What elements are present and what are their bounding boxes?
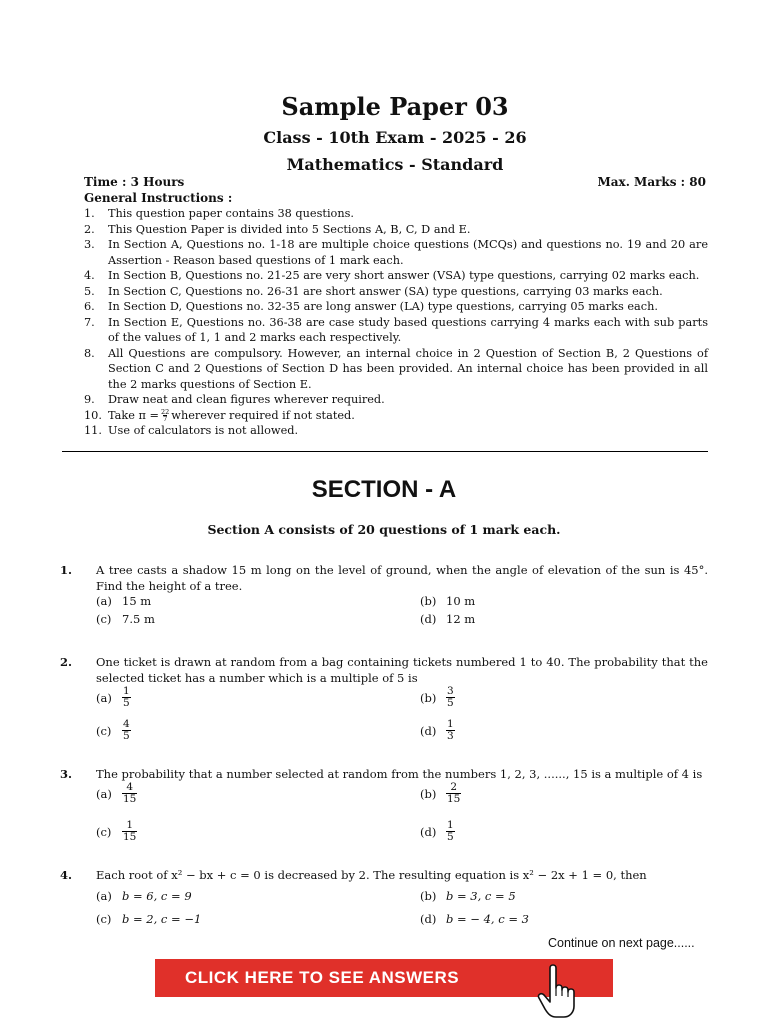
option-label: (d) [420, 912, 437, 926]
option-label: (a) [96, 786, 112, 801]
instruction-item [84, 237, 708, 268]
instruction-number: 5. [84, 284, 95, 298]
option-value: 15 m [122, 594, 152, 608]
option-b[interactable] [420, 889, 516, 903]
numerator: 4 [123, 718, 130, 730]
fraction [122, 719, 131, 742]
numerator: 4 [126, 781, 134, 793]
option-c[interactable] [96, 912, 201, 926]
instruction-text: This question paper contains 38 questions. [108, 207, 355, 220]
denominator: 5 [447, 831, 454, 843]
instruction-item [84, 315, 708, 346]
instruction-number: 11. [84, 424, 102, 437]
instruction-item [84, 299, 708, 315]
numerator: 1 [447, 718, 454, 730]
section-title: SECTION - A [311, 476, 457, 503]
option-value: 12 m [446, 612, 476, 626]
pi-fraction [161, 409, 169, 423]
question-text: The probability that a number selected at random from the numbers 1, 2, 3, ......, 15 is a multiple of 4 is [96, 767, 703, 781]
instruction-item [84, 392, 708, 408]
instruction-text-pre: Take π = [108, 408, 159, 422]
fraction [446, 686, 455, 709]
instruction-number: 7. [84, 315, 95, 329]
time-label: Time : 3 Hours [84, 175, 185, 189]
question-text: One ticket is drawn at random from a bag containing tickets numbered 1 to 40. The probability that the selected ticket has a number which is a multiple of 5 is [96, 655, 708, 685]
option-a[interactable] [96, 889, 192, 903]
option-label: (c) [96, 612, 112, 626]
instruction-number: 2. [84, 222, 95, 236]
instruction-text: Use of calculators is not allowed. [108, 424, 299, 437]
option-d[interactable] [420, 612, 475, 626]
numerator: 1 [447, 819, 454, 831]
option-c[interactable] [96, 719, 131, 742]
option-value: b = 3, c = 5 [446, 889, 516, 903]
option-a[interactable] [96, 782, 137, 805]
denominator: 15 [123, 831, 137, 843]
instruction-text: This Question Paper is divided into 5 Sections A, B, C, D and E. [108, 222, 471, 236]
paper-title: Sample Paper 03 [281, 92, 509, 121]
instruction-number: 8. [84, 346, 95, 360]
instruction-text: In Section A, Questions no. 1-18 are multiple choice questions (MCQs) and questions no. 19 and 20 are Assertion - Reason based questions of 1 mark each. [108, 238, 708, 267]
instruction-item [84, 346, 708, 393]
option-label: (b) [420, 786, 437, 801]
option-value: b = 6, c = 9 [122, 889, 192, 903]
instruction-text: Draw neat and clean figures wherever required. [108, 393, 385, 406]
option-label: (d) [420, 612, 437, 626]
instruction-item [84, 284, 708, 300]
option-value: b = 2, c = −1 [122, 912, 202, 926]
pointer-hand-icon [536, 962, 582, 1020]
general-instructions-label: General Instructions : [84, 191, 233, 205]
fraction [122, 820, 137, 843]
numerator: 1 [126, 819, 134, 831]
instruction-number: 4. [84, 269, 95, 282]
pi-numerator: 22 [161, 407, 170, 416]
option-label: (c) [96, 723, 112, 738]
fraction [122, 782, 137, 805]
class-line: Class - 10th Exam - 2025 - 26 [263, 128, 527, 147]
fraction [122, 686, 131, 709]
option-value: 7.5 m [122, 612, 155, 626]
option-label: (b) [420, 594, 437, 608]
instruction-number: 6. [84, 300, 95, 313]
option-a[interactable] [96, 594, 151, 608]
option-c[interactable] [96, 820, 137, 843]
option-value: b = − 4, c = 3 [446, 912, 529, 926]
question-number: 1. [60, 563, 73, 577]
option-b[interactable] [420, 686, 455, 709]
option-label: (c) [96, 824, 112, 839]
numerator: 3 [447, 685, 454, 697]
pi-denominator: 7 [163, 415, 168, 423]
option-d[interactable] [420, 912, 529, 926]
denominator: 3 [447, 730, 454, 742]
option-value: 10 m [446, 594, 476, 608]
option-label: (c) [96, 912, 112, 926]
denominator: 15 [123, 793, 137, 805]
instruction-text-post: wherever required if not stated. [171, 408, 355, 422]
max-marks-label: Max. Marks : 80 [597, 175, 706, 189]
instruction-item [84, 423, 708, 439]
option-label: (a) [96, 594, 112, 608]
fraction [446, 782, 461, 805]
question-text: Each root of x² − bx + c = 0 is decreased by 2. The resulting equation is x² − 2x + 1 = 0, then [96, 868, 647, 882]
instruction-text: All Questions are compulsory. However, an internal choice in 2 Question of Section B, 2 Questions of Section C and 2 Questions of Section D has been provided. An internal choice has been provided in all the 2 marks questions of Section E. [108, 346, 708, 391]
instructions-list [84, 206, 708, 439]
fraction [446, 719, 455, 742]
instruction-number: 9. [84, 393, 95, 406]
denominator: 15 [447, 793, 461, 805]
instruction-item [84, 408, 708, 424]
denominator: 5 [123, 730, 130, 742]
see-answers-button[interactable]: CLICK HERE TO SEE ANSWERS [155, 959, 613, 997]
option-d[interactable] [420, 719, 455, 742]
option-label: (b) [420, 889, 437, 903]
denominator: 5 [123, 697, 130, 709]
instruction-item [84, 206, 708, 222]
fraction [446, 820, 455, 843]
question-number: 3. [60, 767, 73, 781]
instruction-number: 10. [84, 408, 102, 422]
numerator: 2 [450, 781, 458, 793]
option-b[interactable] [420, 782, 461, 805]
option-label: (d) [420, 824, 437, 839]
continue-note: Continue on next page...... [548, 936, 695, 950]
denominator: 5 [447, 697, 454, 709]
option-c[interactable] [96, 612, 155, 626]
instruction-number: 1. [84, 207, 95, 220]
instruction-item [84, 268, 708, 284]
option-label: (a) [96, 690, 112, 705]
numerator: 1 [123, 685, 130, 697]
subject-line: Mathematics - Standard [286, 155, 504, 174]
instruction-text: In Section E, Questions no. 36-38 are case study based questions carrying 4 marks each with sub parts of the values of 1, 1 and 2 marks each respectively. [108, 315, 708, 344]
section-note: Section A consists of 20 questions of 1 mark each. [207, 522, 561, 537]
option-label: (a) [96, 889, 112, 903]
instruction-text: In Section C, Questions no. 26-31 are short answer (SA) type questions, carrying 03 marks each. [108, 284, 663, 298]
instruction-item [84, 222, 708, 238]
option-d[interactable] [420, 820, 455, 843]
divider [62, 451, 708, 452]
question-number: 4. [60, 868, 73, 882]
question-number: 2. [60, 655, 73, 669]
option-label: (b) [420, 690, 437, 705]
option-b[interactable] [420, 594, 475, 608]
instruction-number: 3. [84, 238, 95, 251]
option-label: (d) [420, 723, 437, 738]
question-text: A tree casts a shadow 15 m long on the level of ground, when the angle of elevation of the sun is 45°. Find the height of a tree. [96, 563, 708, 593]
instruction-text: In Section D, Questions no. 32-35 are long answer (LA) type questions, carrying 05 marks each. [108, 300, 658, 313]
instruction-text: In Section B, Questions no. 21-25 are very short answer (VSA) type questions, carrying 02 marks each. [108, 269, 700, 282]
option-a[interactable] [96, 686, 131, 709]
